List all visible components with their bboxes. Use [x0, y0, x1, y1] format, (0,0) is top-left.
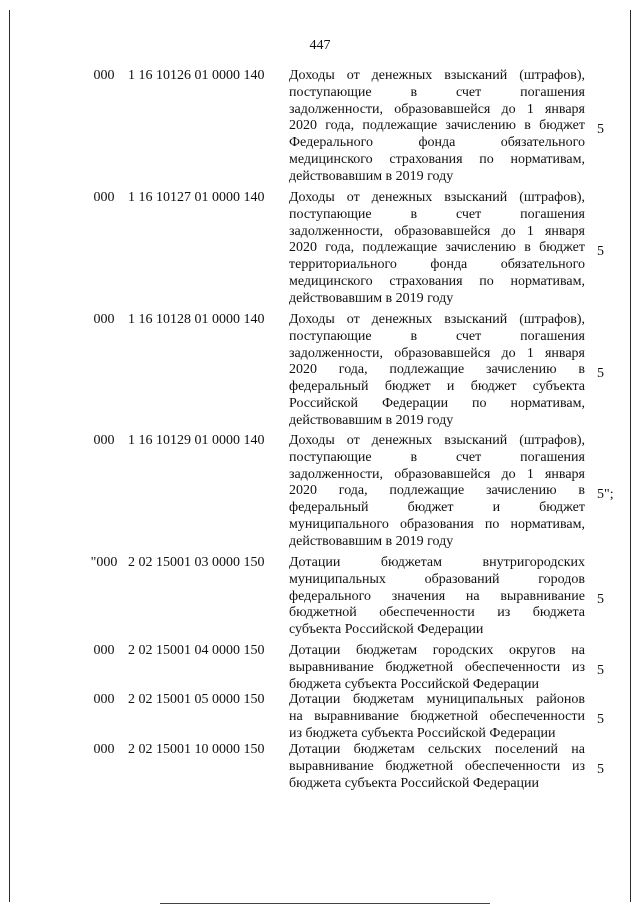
- revenue-name-line: Федерального фонда обязательного: [289, 135, 585, 151]
- budget-classification-code-cell: 1 16 10127 01 0000 140: [128, 190, 265, 205]
- revenue-name-line: выравнивание бюджетной обеспеченности из: [289, 659, 585, 675]
- admin-code-cell: 000: [93, 190, 115, 205]
- revenue-name-line: 2020 года, подлежащие зачислению в бюджет: [289, 240, 585, 256]
- budget-classification-code-cell: 2 02 15001 03 0000 150: [128, 555, 265, 570]
- revenue-name-line: на выравнивание бюджетной обеспеченности: [289, 708, 585, 724]
- revenue-name-line: Доходы от денежных взысканий (штрафов),: [289, 312, 585, 327]
- revenue-name-line: Российской Федерации по нормативам,: [289, 395, 585, 411]
- normative-value-cell: 5: [597, 366, 604, 381]
- revenue-name-cell: [289, 643, 585, 693]
- normative-value-cell: 5";: [597, 487, 614, 502]
- revenue-name-line: территориального фонда обязательного: [289, 257, 585, 273]
- revenue-name-line: задолженности, образовавшейся до 1 января: [289, 101, 585, 117]
- budget-classification-code-cell: 1 16 10128 01 0000 140: [128, 312, 265, 327]
- revenue-name-line: действовавшим в 2019 году: [289, 290, 454, 306]
- normative-value-cell: 5: [597, 592, 604, 607]
- revenue-name-line: субъекта Российской Федерации: [289, 622, 484, 638]
- revenue-name-line: 2020 года, подлежащие зачислению в бюджет: [289, 118, 585, 134]
- revenue-name-line: задолженности, образовавшейся до 1 января: [289, 223, 585, 239]
- revenue-name-cell: [289, 68, 585, 186]
- budget-classification-code-cell: 2 02 15001 10 0000 150: [128, 742, 265, 757]
- revenue-name-cell: [289, 692, 585, 742]
- revenue-name-line: задолженности, образовавшейся до 1 января: [289, 466, 585, 482]
- revenue-name-line: действовавшим в 2019 году: [289, 168, 454, 184]
- revenue-name-line: Доходы от денежных взысканий (штрафов),: [289, 433, 585, 448]
- revenue-name-line: поступающие в счет погашения: [289, 206, 585, 222]
- revenue-name-line: поступающие в счет погашения: [289, 84, 585, 100]
- revenue-name-line: поступающие в счет погашения: [289, 328, 585, 344]
- normative-value-cell: 5: [597, 244, 604, 259]
- admin-code-cell: 000: [93, 68, 115, 83]
- budget-classification-code-cell: 2 02 15001 05 0000 150: [128, 692, 265, 707]
- normative-value-cell: 5: [597, 762, 604, 777]
- budget-classification-code-cell: 1 16 10126 01 0000 140: [128, 68, 265, 83]
- revenue-name-line: муниципального образования по нормативам,: [289, 516, 585, 532]
- revenue-name-cell: [289, 433, 585, 551]
- normative-value-cell: 5: [597, 712, 604, 727]
- revenue-name-line: бюджета субъекта Российской Федерации: [289, 676, 540, 692]
- admin-code-cell: "000: [90, 555, 118, 570]
- revenue-name-cell: [289, 742, 585, 792]
- revenue-name-line: Дотации бюджетам городских округов на: [289, 643, 585, 658]
- revenue-name-cell: [289, 555, 585, 639]
- revenue-name-line: бюджета субъекта Российской Федерации: [289, 775, 540, 791]
- admin-code-cell: 000: [93, 433, 115, 448]
- revenue-name-line: Дотации бюджетам сельских поселений на: [289, 742, 585, 757]
- revenue-name-line: 2020 года, подлежащие зачислению в: [289, 483, 585, 499]
- revenue-name-line: Дотации бюджетам муниципальных районов: [289, 692, 585, 707]
- revenue-name-line: Доходы от денежных взысканий (штрафов),: [289, 190, 585, 205]
- page-number: 447: [309, 38, 331, 53]
- normative-value-cell: 5: [597, 122, 604, 137]
- admin-code-cell: 000: [93, 742, 115, 757]
- revenue-name-line: задолженности, образовавшейся до 1 января: [289, 345, 585, 361]
- revenue-name-line: поступающие в счет погашения: [289, 449, 585, 465]
- revenue-name-line: выравнивание бюджетной обеспеченности из: [289, 758, 585, 774]
- revenue-name-line: действовавшим в 2019 году: [289, 533, 454, 549]
- revenue-name-line: муниципальных образований городов: [289, 571, 585, 587]
- revenue-name-line: 2020 года, подлежащие зачислению в: [289, 362, 585, 378]
- revenue-name-line: действовавшим в 2019 году: [289, 412, 454, 428]
- revenue-name-cell: [289, 190, 585, 308]
- admin-code-cell: 000: [93, 312, 115, 327]
- page-bottom-edge: [160, 903, 490, 904]
- revenue-name-line: Дотации бюджетам внутригородских: [289, 555, 585, 570]
- revenue-name-cell: [289, 312, 585, 430]
- budget-classification-code-cell: 1 16 10129 01 0000 140: [128, 433, 265, 448]
- revenue-name-line: федеральный бюджет и бюджет: [289, 500, 585, 516]
- revenue-name-line: медицинского страхования по нормативам,: [289, 273, 585, 289]
- revenue-name-line: федеральный бюджет и бюджет субъекта: [289, 379, 585, 395]
- revenue-name-line: из бюджета субъекта Российской Федерации: [289, 725, 556, 741]
- budget-classification-code-cell: 2 02 15001 04 0000 150: [128, 643, 265, 658]
- admin-code-cell: 000: [93, 692, 115, 707]
- revenue-name-line: бюджетной обеспеченности из бюджета: [289, 605, 585, 621]
- admin-code-cell: 000: [93, 643, 115, 658]
- revenue-name-line: федерального значения на выравнивание: [289, 588, 585, 604]
- revenue-name-line: Доходы от денежных взысканий (штрафов),: [289, 68, 585, 83]
- normative-value-cell: 5: [597, 663, 604, 678]
- revenue-name-line: медицинского страхования по нормативам,: [289, 151, 585, 167]
